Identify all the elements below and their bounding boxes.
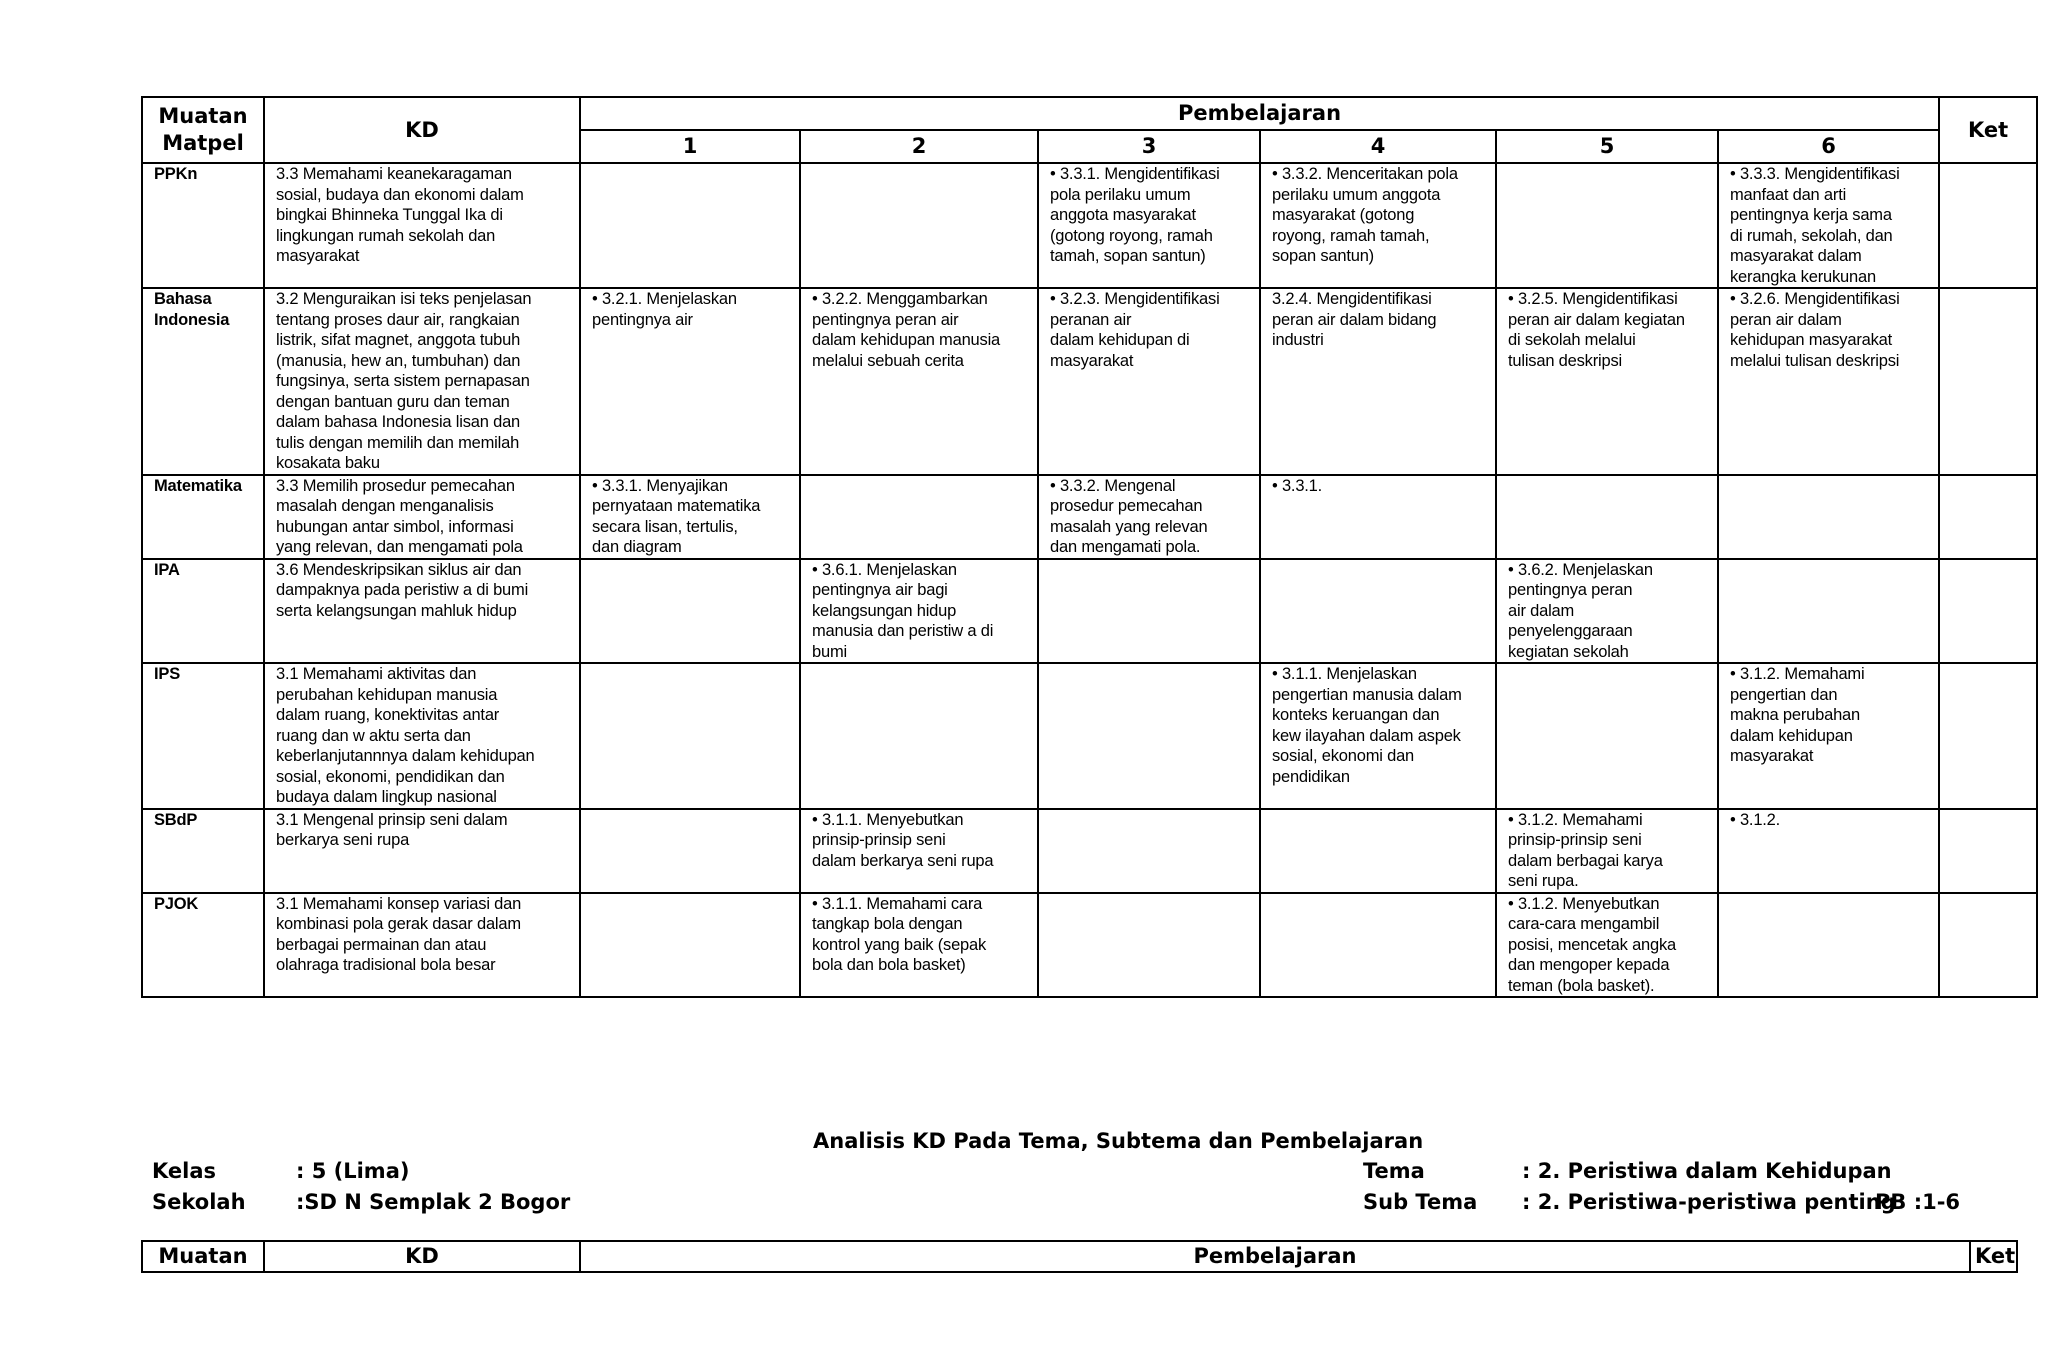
pembelajaran-cell	[1718, 893, 1939, 998]
sekolah-label: Sekolah	[152, 1190, 246, 1214]
pembelajaran-cell: • 3.3.1. Mengidentifikasi pola perilaku umum anggota masyarakat (gotong royong, ramah tamah, sopan santun)	[1038, 163, 1260, 288]
header-ket: Ket	[1939, 97, 2037, 163]
pembelajaran-cell: • 3.1.1. Menyebutkan prinsip-prinsip seni dalam berkarya seni rupa	[800, 809, 1038, 893]
pembelajaran-cell	[580, 663, 800, 809]
header-muatan: Muatan	[142, 1241, 264, 1272]
pembelajaran-cell: • 3.3.1.	[1260, 475, 1496, 559]
table-row-pjok	[142, 893, 2037, 998]
ket-cell	[1939, 163, 2037, 288]
table-row-ipa	[142, 559, 2037, 664]
kd-cell: 3.3 Memilih prosedur pemecahan masalah dengan menganalisis hubungan antar simbol, informasi yang relevan, dan mengamati pola	[264, 475, 580, 559]
header-pembelajaran-1: 1	[580, 130, 800, 163]
header-pembelajaran: Pembelajaran	[580, 1241, 1970, 1272]
subject-cell: IPA	[142, 559, 264, 664]
pembelajaran-cell	[800, 163, 1038, 288]
pembelajaran-cell	[1038, 809, 1260, 893]
pembelajaran-cell	[1496, 163, 1718, 288]
kd-cell: 3.6 Mendeskripsikan siklus air dan dampaknya pada peristiw a di bumi serta kelangsungan mahluk hidup	[264, 559, 580, 664]
ket-cell	[1939, 559, 2037, 664]
header-pembelajaran-3: 3	[1038, 130, 1260, 163]
pembelajaran-cell	[1038, 893, 1260, 998]
pembelajaran-cell: • 3.1.2.	[1718, 809, 1939, 893]
subject-cell: IPS	[142, 663, 264, 809]
header-pembelajaran-5: 5	[1496, 130, 1718, 163]
header-pembelajaran: Pembelajaran	[580, 97, 1939, 130]
pembelajaran-cell	[800, 475, 1038, 559]
pembelajaran-cell	[1496, 475, 1718, 559]
analysis-title: Analisis KD Pada Tema, Subtema dan Pembelajaran	[813, 1129, 1424, 1153]
pembelajaran-cell	[580, 163, 800, 288]
pembelajaran-cell: 3.2.4. Mengidentifikasi peran air dalam bidang industri	[1260, 288, 1496, 475]
pembelajaran-cell: • 3.2.3. Mengidentifikasi peranan air dalam kehidupan di masyarakat	[1038, 288, 1260, 475]
pembelajaran-cell: • 3.6.1. Menjelaskan pentingnya air bagi kelangsungan hidup manusia dan peristiw a di bumi	[800, 559, 1038, 664]
pembelajaran-cell	[580, 809, 800, 893]
kelas-value: : 5 (Lima)	[296, 1159, 410, 1183]
pembelajaran-cell: • 3.1.2. Menyebutkan cara-cara mengambil posisi, mencetak angka dan mengoper kepada teman (bola basket).	[1496, 893, 1718, 998]
subject-cell: PPKn	[142, 163, 264, 288]
ket-cell	[1939, 288, 2037, 475]
table-row-sbdp	[142, 809, 2037, 893]
kd-cell: 3.1 Mengenal prinsip seni dalam berkarya seni rupa	[264, 809, 580, 893]
subject-cell: Matematika	[142, 475, 264, 559]
pembelajaran-cell	[1718, 559, 1939, 664]
pembelajaran-cell: • 3.2.1. Menjelaskan pentingnya air	[580, 288, 800, 475]
pembelajaran-cell: • 3.3.1. Menyajikan pernyataan matematika secara lisan, tertulis, dan diagram	[580, 475, 800, 559]
table-row-ips	[142, 663, 2037, 809]
pembelajaran-cell	[1260, 809, 1496, 893]
kelas-label: Kelas	[152, 1159, 217, 1183]
kd-cell: 3.3 Memahami keanekaragaman sosial, budaya dan ekonomi dalam bingkai Bhinneka Tunggal Ika di lingkungan rumah sekolah dan masyarakat	[264, 163, 580, 288]
pembelajaran-cell: • 3.3.3. Mengidentifikasi manfaat dan arti pentingnya kerja sama di rumah, sekolah, dan masyarakat dalam kerangka kerukunan	[1718, 163, 1939, 288]
pembelajaran-cell: • 3.2.6. Mengidentifikasi peran air dalam kehidupan masyarakat melalui tulisan deskripsi	[1718, 288, 1939, 475]
subject-cell: Bahasa Indonesia	[142, 288, 264, 475]
kd-cell: 3.2 Menguraikan isi teks penjelasan tentang proses daur air, rangkaian listrik, sifat magnet, anggota tubuh (manusia, hew an, tumbuhan) dan fungsinya, serta sistem pernapasan dengan bantuan guru dan teman dalam bahasa Indonesia lisan dan tulis dengan memilih dan memilah kosakata baku	[264, 288, 580, 475]
pembelajaran-cell: • 3.1.2. Memahami prinsip-prinsip seni dalam berbagai karya seni rupa.	[1496, 809, 1718, 893]
pembelajaran-cell: • 3.6.2. Menjelaskan pentingnya peran air dalam penyelenggaraan kegiatan sekolah	[1496, 559, 1718, 664]
pembelajaran-cell: • 3.1.1. Memahami cara tangkap bola dengan kontrol yang baik (sepak bola dan bola basket)	[800, 893, 1038, 998]
pembelajaran-cell	[1038, 559, 1260, 664]
ket-cell	[1939, 809, 2037, 893]
header-pembelajaran-6: 6	[1718, 130, 1939, 163]
pb-value: PB :1-6	[1875, 1190, 1961, 1214]
header-pembelajaran-2: 2	[800, 130, 1038, 163]
header-muatan-matpel: Muatan Matpel	[142, 97, 264, 163]
header-kd: KD	[264, 1241, 580, 1272]
pembelajaran-cell	[1260, 893, 1496, 998]
pembelajaran-cell: • 3.1.2. Memahami pengertian dan makna perubahan dalam kehidupan masyarakat	[1718, 663, 1939, 809]
header-kd: KD	[264, 97, 580, 163]
pembelajaran-cell	[1260, 559, 1496, 664]
ket-cell	[1939, 893, 2037, 998]
pembelajaran-cell: • 3.3.2. Menceritakan pola perilaku umum anggota masyarakat (gotong royong, ramah tamah, sopan santun)	[1260, 163, 1496, 288]
second-table-header	[141, 1240, 2018, 1273]
table-row-bahasa-indonesia	[142, 288, 2037, 475]
pembelajaran-cell: • 3.2.5. Mengidentifikasi peran air dalam kegiatan di sekolah melalui tulisan deskripsi	[1496, 288, 1718, 475]
pembelajaran-cell: • 3.2.2. Menggambarkan pentingnya peran air dalam kehidupan manusia melalui sebuah cerita	[800, 288, 1038, 475]
pembelajaran-cell: • 3.3.2. Mengenal prosedur pemecahan masalah yang relevan dan mengamati pola.	[1038, 475, 1260, 559]
tema-value: : 2. Peristiwa dalam Kehidupan	[1522, 1159, 1892, 1183]
header-pembelajaran-4: 4	[1260, 130, 1496, 163]
table-row-ppkn	[142, 163, 2037, 288]
ket-cell	[1939, 663, 2037, 809]
subtema-value: : 2. Peristiwa-peristiwa penting	[1522, 1190, 1896, 1214]
ket-cell	[1939, 475, 2037, 559]
pembelajaran-cell	[1496, 663, 1718, 809]
table-row-matematika	[142, 475, 2037, 559]
subject-cell: SBdP	[142, 809, 264, 893]
pembelajaran-cell	[580, 893, 800, 998]
pembelajaran-cell	[580, 559, 800, 664]
pembelajaran-cell: • 3.1.1. Menjelaskan pengertian manusia dalam konteks keruangan dan kew ilayahan dalam aspek sosial, ekonomi dan pendidikan	[1260, 663, 1496, 809]
pembelajaran-cell	[800, 663, 1038, 809]
pembelajaran-cell	[1038, 663, 1260, 809]
header-ket: Ket	[1970, 1241, 2017, 1272]
subject-cell: PJOK	[142, 893, 264, 998]
kd-cell: 3.1 Memahami aktivitas dan perubahan kehidupan manusia dalam ruang, konektivitas antar ruang dan w aktu serta dan keberlanjutannnya dalam kehidupan sosial, ekonomi, pendidikan dan budaya dalam lingkup nasional	[264, 663, 580, 809]
kd-analysis-table	[141, 96, 2038, 998]
tema-label: Tema	[1363, 1159, 1425, 1183]
subtema-label: Sub Tema	[1363, 1190, 1478, 1214]
sekolah-value: :SD N Semplak 2 Bogor	[296, 1190, 571, 1214]
pembelajaran-cell	[1718, 475, 1939, 559]
kd-cell: 3.1 Memahami konsep variasi dan kombinasi pola gerak dasar dalam berbagai permainan dan atau olahraga tradisional bola besar	[264, 893, 580, 998]
